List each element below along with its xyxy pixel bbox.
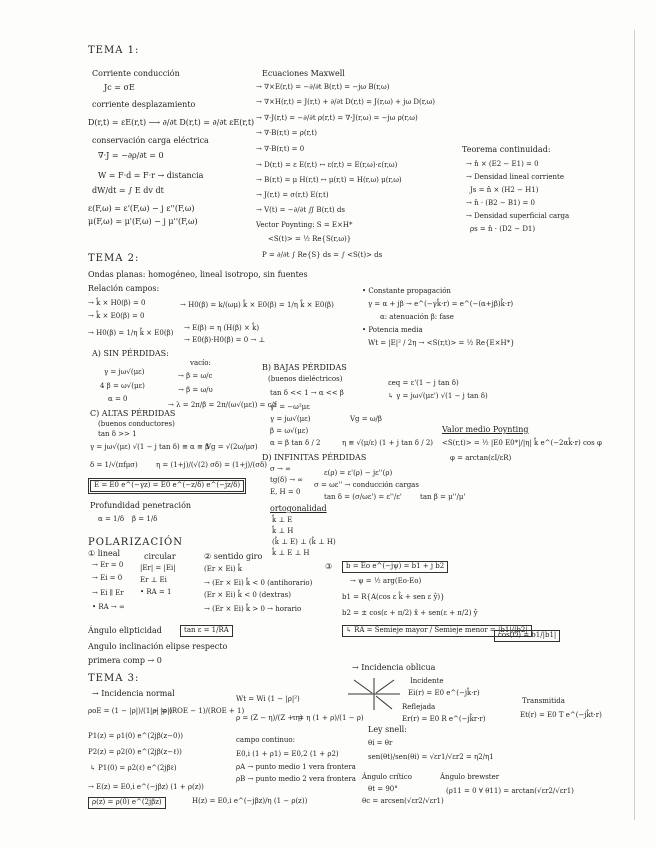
oblicua-0: → Incidencia oblicua: [352, 663, 436, 672]
sinp-0: A) SIN PÉRDIDAS:: [92, 349, 169, 358]
tema1-title: TEMA 1:: [88, 45, 140, 56]
bajas-10: Vg = ω/β: [350, 415, 382, 423]
maxwell-7: → J(r,t) = σ(r,t) E(r,t): [256, 191, 329, 199]
altas-1: (buenos conductores): [98, 420, 175, 428]
teorema-5: ρs = n̂ · (D2 − D1): [470, 225, 536, 233]
snell-5: θc = arcsen(√εr2/√εr1): [362, 797, 444, 805]
snell-2: sen(θt)/sen(θi) = √εr1/√εr2 = η2/η1: [368, 753, 494, 761]
maxwell-11: P = ∂/∂t ∫ Re{S} ds = ∫ <S(t)> ds: [262, 251, 383, 259]
tema2-intro: Ondas planas: homogéneo, lineal isotropo, sin fuentes: [88, 270, 308, 279]
normal-14: ρ(z) = ρ(0) e^(2jβz): [88, 797, 166, 809]
pol-elip-2: → ψ = ½ arg(Eo·Eo): [350, 577, 422, 585]
infinitas-0: D) INFINITAS PÉRDIDAS: [262, 453, 367, 462]
teorema-2: Js = n̂ × (H2 − H1): [470, 186, 539, 194]
oblique-incidence-sketch: [344, 676, 404, 712]
t1-left-5: ∇·J = −∂ρ/∂t = 0: [98, 151, 164, 160]
relacion-1: → k̂ × E0(β) = 0: [88, 312, 145, 320]
pol-elip-5: ↳ RA = Semieje mayor / Semieje menor = |b1|/|b2|: [342, 625, 532, 637]
ortogonalidad-1: k̂ ⊥ E: [272, 516, 293, 524]
pol-elip-6: cos(Ω) = b1/|b1|: [494, 630, 560, 642]
t1-left-1: Jc = σE: [104, 83, 135, 92]
t1-left-4: conservación carga eléctrica: [92, 136, 209, 145]
normal-8: ↳ P1(0) = ρ2(ℓ) e^(2jβℓ): [90, 764, 177, 772]
normal-3: Wt = Wi (1 − |ρ|²): [236, 695, 300, 703]
pol-circular-2: Er ⊥ Ei: [140, 576, 167, 584]
pol-lineal-1: → Er = 0: [92, 561, 124, 569]
angulo-inclinacion: Angulo inclinación elipse respecto: [88, 642, 228, 651]
normal-12: ρB → punto medio 2 vera frontera: [236, 775, 356, 783]
altas-5: δ = 1/√(πfμσ): [90, 461, 138, 469]
bajas-8: α = β tan δ / 2: [270, 439, 321, 447]
page-edge: [634, 30, 635, 820]
t1-left-2: corriente desplazamiento: [92, 100, 196, 109]
altas-2: tan δ >> 1: [98, 430, 137, 438]
sinp-4: 4 β = ω√(με): [100, 382, 145, 390]
infinitas-3: E, H = 0: [270, 488, 301, 496]
infinitas-5: σ = ωε'' → conducción cargas: [314, 481, 419, 489]
primera-comp: primera comp → 0: [88, 656, 162, 665]
pol-giro-4: → (Er × Ei) k̂ > 0 → horario: [204, 605, 302, 613]
pol-giro-1: (Er × Ei) k̂: [204, 565, 243, 573]
prop-1: γ = α + jβ → e^(−γk̂·r) = e^(−(α+jβ)k̂·r): [368, 300, 514, 308]
angulo-elipticidad: Ángulo elipticidad: [88, 626, 162, 635]
t1-left-6: W = F·d = F·r → distancia: [98, 171, 204, 180]
bajas-4: ↳ γ = jω√(με') √(1 − j tan δ): [388, 392, 488, 400]
maxwell-6: → B(r,t) = μ H(r,t) ↔ μ(r,t) = H(r,ω) μ(r,ω): [256, 176, 402, 184]
prop-0: • Constante propagación: [362, 287, 451, 295]
bajas-5: γ² = −ω²με: [270, 403, 310, 411]
poynting-medio-2: φ = arctan(εI/εR): [450, 454, 512, 462]
prop-4: Wt = |E|² / 2η → <S(r,t)> = ½ Re{E×H*}: [368, 339, 515, 347]
normal-10: E0,i (1 + ρ1) = E0,2 (1 + ρ2): [236, 750, 339, 758]
normal-1: ρoE = (1 − |ρ|)/(1 − |ρ|): [88, 707, 173, 715]
profundidad-2: β = 1/δ: [132, 515, 158, 523]
bajas-0: B) BAJAS PÉRDIDAS: [262, 363, 347, 372]
maxwell-0: → ∇×E(r,t) = −∂/∂t B(r,t) = −jω B(r,ω): [256, 83, 390, 91]
snell-4: θt = 90°: [368, 785, 398, 793]
relacion-2: → H0(β) = 1/η k̂ × E0(β): [88, 329, 174, 337]
sinp-2: γ = jω√(με): [104, 368, 145, 376]
ortogonalidad-title: ortogonalidad: [270, 504, 327, 513]
profundidad-title: Profundidad penetración: [90, 501, 192, 510]
bajas-9: η ≅ √(μ/ε) (1 + j tan δ / 2): [342, 439, 434, 447]
maxwell-8: → V(t) = −∂/∂t ∬ B(r,t) ds: [256, 206, 345, 214]
teorema-4: → Densidad superficial carga: [466, 212, 570, 220]
sinp-5: → β = ω/υ: [178, 386, 213, 394]
oblicua-5: Transmitida: [522, 697, 565, 705]
snell-6: Ángulo brewster: [440, 773, 500, 781]
poynting-medio-1: <S(r,t)> = ½ |E0 E0*|/|η| k̂ e^(−2αk̂·r) cos φ: [442, 439, 602, 447]
pol-giro-3: (Er × Ei) k̂ < 0 (dextras): [204, 591, 292, 599]
normal-5: τ = η (1 + ρ)/(1 − ρ): [292, 714, 364, 722]
sinp-1: vacío:: [190, 359, 211, 367]
teorema-title: Teorema continuidad:: [462, 145, 551, 154]
teorema-0: → n̂ × (E2 − E1) = 0: [466, 160, 539, 168]
relacion-5: → E0(β)·H0(β) = 0 → ⊥: [184, 336, 266, 344]
infinitas-4: ε(ρ) = ε'(ρ) − jε''(ρ): [324, 469, 393, 477]
altas-0: C) ALTAS PÉRDIDAS: [90, 409, 176, 418]
oblicua-4: Er(r) = E0 R e^(−jk̂r·r): [402, 715, 486, 723]
poynting-medio-title: Valor medio Poynting: [442, 425, 529, 434]
normal-0: → Incidencia normal: [92, 689, 175, 698]
t1-left-3: D(r,t) = εE(r,t) ⟶ ∂/∂t D(r,t) = ∂/∂t εE(r,t): [88, 118, 255, 127]
bajas-1: (buenos dieléctricos): [268, 375, 343, 383]
pol-circular-3: • RA = 1: [140, 588, 172, 596]
normal-15: H(z) = E0,i e^(−jβz)/η (1 − ρ(z)): [192, 797, 308, 805]
normal-11: ρA → punto medio 1 vera frontera: [236, 763, 356, 771]
pol-lineal-0: ① lineal: [88, 549, 121, 558]
bajas-3: εeq = ε'(1 − j tan δ): [388, 379, 459, 387]
sinp-7: → λ = 2π/β = 2π/(ω√(με)) = c/f: [168, 401, 277, 409]
infinitas-2: tg(δ) → ∞: [270, 476, 304, 484]
pol-elip-4: b2 = ± cos(ε + π/2) x̂ + sen(ε + π/2) ŷ: [342, 609, 478, 617]
normal-6: P1(z) = ρ1(0) e^(2jβ(z−0)): [88, 732, 183, 740]
bajas-6: γ = jω√(με): [270, 415, 311, 423]
normal-7: P2(z) = ρ2(0) e^(2jβ(z−ℓ)): [88, 748, 182, 756]
teorema-1: → Densidad lineal corriente: [466, 173, 564, 181]
altas-7: E = E0 e^(−γz) = E0 e^(−z/δ) e^(−jz/δ): [88, 478, 246, 494]
maxwell-9: Vector Poynting: S = E×H*: [256, 221, 353, 229]
altas-3: γ = jω√(με) √(1 − j tan δ) ≅ α ≅ β: [90, 443, 210, 451]
pol-giro-0: ② sentido giro: [204, 552, 263, 561]
tema2-title: TEMA 2:: [88, 253, 140, 264]
ortogonalidad-2: k̂ ⊥ H: [272, 527, 294, 535]
t1-left-7: dW/dt = ∫ E dv dt: [92, 186, 164, 195]
ortogonalidad-4: k̂ ⊥ E ⊥ H: [272, 549, 310, 557]
maxwell-2: → ∇·J(r,t) = −∂/∂t ρ(r,t) = ∇·J(r,ω) = −jω ρ(r,ω): [256, 114, 418, 122]
oblicua-3: Reflejada: [402, 703, 436, 711]
angulo-elipticidad-formula: tan ε = 1/RA: [180, 625, 233, 637]
maxwell-3: → ∇·B(r,t) = ρ(r,t): [256, 129, 317, 137]
infinitas-1: σ → ∞: [270, 465, 291, 473]
pol-lineal-4: • RA → ∞: [92, 603, 125, 611]
prop-2: α: atenuación β: fase: [380, 313, 454, 321]
normal-9: campo continuo:: [236, 736, 295, 744]
snell-7: (ρ11 = 0 ∀ θ11) = arctan(√εr2/√εr1): [446, 787, 574, 795]
altas-4: Vg = √(2ω/μσ): [206, 443, 258, 451]
sinp-6: α = 0: [108, 395, 128, 403]
profundidad-1: α = 1/δ: [98, 515, 125, 523]
bajas-2: tan δ << 1 → α << β: [270, 389, 344, 397]
infinitas-6: tan δ = (σ/ωε') = ε''/ε': [324, 493, 402, 501]
pol-elip-3: b1 = R{A(cos ε k̂ + sen ε ŷ)}: [342, 593, 445, 601]
prop-3: • Potencia media: [362, 326, 423, 334]
pol-elip-1: b = Eo e^(−jψ) = b1 + j b2: [342, 561, 448, 573]
polarizacion-title: POLARIZACIÓN: [88, 537, 183, 548]
infinitas-7: tan β = μ''/μ': [420, 493, 466, 501]
maxwell-5: → D(r,t) = ε E(r,t) ↔ ε(r,t) = E(r,ω)·ε(r,ω): [256, 161, 398, 169]
snell-0: Ley snell:: [368, 725, 407, 734]
oblicua-1: Incidente: [410, 677, 444, 685]
t1-left-8: ε(F,ω) = ε'(F,ω) − j ε''(F,ω): [88, 204, 195, 213]
pol-giro-2: → (Er × Ei) k̂ < 0 (antihorario): [204, 579, 313, 587]
relacion-4: → E(β) = η (H(β) × k̂): [184, 324, 260, 332]
maxwell-10: <S(t)> = ½ Re{S(r,ω)}: [268, 235, 352, 243]
pol-elip-0: ③: [325, 562, 333, 571]
normal-13: → E(z) = E0,i e^(−jβz) (1 + ρ(z)): [88, 783, 204, 791]
pol-lineal-3: → Ei ∥ Er: [92, 589, 124, 597]
oblicua-2: Ei(r) = E0 e^(−jk̂·r): [408, 689, 480, 697]
tema3-title: TEMA 3:: [88, 673, 140, 684]
pol-circular-0: circular: [144, 552, 176, 561]
maxwell-4: → ∇·B(r,t) = 0: [256, 145, 305, 153]
snell-1: θi = θr: [368, 739, 393, 747]
ortogonalidad-3: (k̂ ⊥ E) ⊥ (k̂ ⊥ H): [272, 538, 336, 546]
sinp-3: → β = ω/c: [178, 372, 213, 380]
relacion-3: → H0(β) = k/(ωμ) k̂ × E0(β) = 1/η k̂ × E0(β): [180, 301, 334, 309]
t1-left-9: μ(F,ω) = μ'(F,ω) − j μ''(F,ω): [88, 217, 198, 226]
maxwell-title: Ecuaciones Maxwell: [262, 69, 345, 78]
altas-6: η = (1+j)/(√(2) σδ) = (1+j)/(σδ): [156, 461, 267, 469]
relacion-title: Relación campos:: [88, 284, 160, 293]
teorema-3: → n̂ · (B2 − B1) = 0: [466, 199, 536, 207]
bajas-7: β = ω√(με): [270, 427, 309, 435]
relacion-0: → k̂ × H0(β) = 0: [88, 299, 146, 307]
maxwell-1: → ∇×H(r,t) = J(r,t) + ∂/∂t D(r,t) = J(r,ω) + jω D(r,ω): [256, 98, 435, 106]
oblicua-6: Et(r) = E0 T e^(−jk̂t·r): [520, 711, 602, 719]
normal-2: |ρ| = (ROE − 1)/(ROE + 1): [150, 707, 245, 715]
pol-lineal-2: → Ei = 0: [92, 574, 123, 582]
snell-3: Ángulo crítico: [362, 773, 412, 781]
normal-4: ρ = (Z − η)/(Z + η): [236, 714, 303, 722]
pol-circular-1: |Er| = |Ei|: [140, 564, 176, 572]
t1-left-0: Corriente conducción: [92, 69, 180, 78]
